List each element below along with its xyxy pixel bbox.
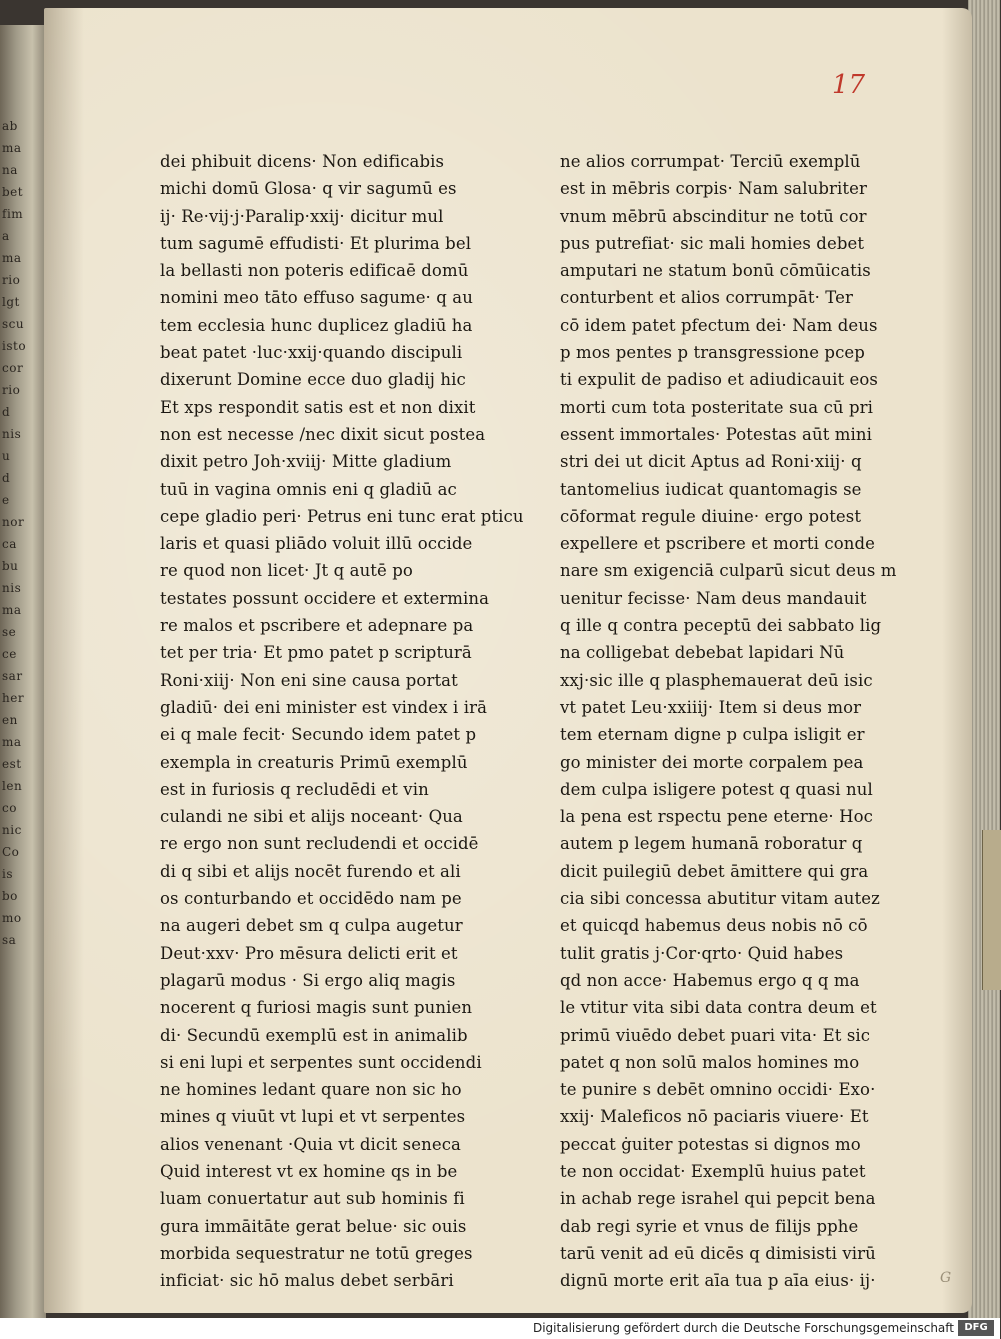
left-text-column	[160, 148, 524, 1294]
footer-bar	[0, 1318, 1000, 1339]
dfg-logo: DFG	[958, 1320, 994, 1336]
text-line: ij· Re·vij·j·Paralip·xxij· dicitur mul	[160, 206, 444, 226]
text-line: morti cum tota posteritate sua cū pri	[560, 397, 874, 417]
text-line: est in furiosis q recludēdi et vin	[160, 779, 429, 799]
text-line: re quod non licet· Jt q autē po	[160, 561, 413, 581]
text-line: re ergo non sunt recludendi et occidē	[160, 834, 479, 854]
text-line: michi domū Glosa· q vir sagumū es	[160, 179, 457, 199]
text-line: Quid interest vt ex homine qs in be	[160, 1161, 458, 1181]
text-line: dei phibuit dicens· Non edificabis	[160, 152, 445, 171]
text-line: dignū morte erit aīa tua p aīa eius· ij·	[560, 1271, 876, 1291]
text-line: la bellasti non poteris edificaē domū	[160, 261, 469, 281]
text-line: ei q male fecit· Secundo idem patet p	[160, 725, 477, 745]
text-line: tuū in vagina omnis eni q gladiū ac	[160, 479, 457, 499]
text-line: beat patet ·luc·xxij·quando discipuli	[160, 343, 463, 363]
text-line: vnum mēbrū abscinditur ne totū cor	[560, 206, 867, 226]
text-line: le vtitur vita sibi data contra deum et	[560, 998, 877, 1018]
paper-bookmark	[982, 830, 1001, 990]
text-line: amputari ne statum bonū cōmūicatis	[560, 261, 871, 281]
text-line: cōformat regule diuine· ergo potest	[560, 506, 862, 526]
text-line: te non occidat· Exemplū huius patet	[560, 1161, 866, 1181]
text-line: tarū venit ad eū dicēs q dimisisti virū	[560, 1243, 876, 1263]
text-line: di q sibi et alijs nocēt furendo et ali	[160, 861, 461, 881]
left-page-fragment-text: ab ma na bet fim a ma rio lgt scu isto cor rio d nis u d e nor ca bu nis ma se ce sar her en ma est len co nic Co is bo mo sa	[2, 119, 27, 947]
text-line: re malos et pscribere et adepnare pa	[160, 616, 474, 636]
text-line: Deut·xxv· Pro mēsura delicti erit et	[160, 943, 458, 963]
text-line: tantomelius iudicat quantomagis se	[560, 479, 862, 499]
text-line: tem ecclesia hunc duplicez gladiū ha	[160, 315, 473, 335]
text-line: ne homines ledant quare non sic ho	[160, 1080, 462, 1100]
text-line: tem eternam digne p culpa isligit er	[560, 725, 865, 745]
text-line: alios venenant ·Quia vt dicit seneca	[160, 1134, 461, 1154]
text-line: te punire s debēt omnino occidi· Exo·	[560, 1080, 876, 1100]
text-line: Roni·xiij· Non eni sine causa portat	[160, 670, 458, 690]
text-line: luam conuertatur aut sub hominis fi	[160, 1189, 465, 1209]
text-line: nocerent q furiosi magis sunt punien	[160, 998, 473, 1018]
text-line: na augeri debet sm q culpa augetur	[160, 916, 463, 936]
text-line: nare sm exigenciā culparū sicut deus m	[560, 561, 897, 581]
text-line: xxij· Maleficos nō paciaris viuere· Et	[560, 1107, 869, 1127]
text-line: conturbent et alios corrumpāt· Ter	[560, 288, 853, 308]
text-line: ne alios corrumpat· Terciū exemplū	[560, 152, 861, 171]
text-line: vt patet Leu·xxiiij· Item si deus mor	[560, 697, 862, 717]
text-line: ti expulit de padiso et adiudicauit eos	[560, 370, 879, 390]
corner-pencil-mark: G	[940, 1270, 952, 1286]
text-line: plagarū modus · Si ergo aliq magis	[160, 970, 456, 990]
text-line: Et xps respondit satis est et non dixit	[160, 397, 476, 417]
text-line: primū viuēdo debet puari vita· Et sic	[560, 1025, 871, 1045]
right-text-column	[560, 148, 897, 1294]
text-line: est in mēbris corpis· Nam salubriter	[560, 179, 867, 199]
folio-number: 17	[832, 70, 866, 100]
text-line: nomini meo tāto effuso sagume· q au	[160, 288, 473, 308]
text-line: cia sibi concessa abutitur vitam autez	[560, 889, 880, 909]
text-line: tulit gratis j·Cor·qrto· Quid habes	[560, 943, 844, 963]
footer-credit: Digitalisierung gefördert durch die Deutsche Forschungsgemeinschaft	[532, 1321, 954, 1335]
text-line: testates possunt occidere et extermina	[160, 588, 490, 608]
text-line: p mos pentes p transgressione pcep	[560, 343, 865, 363]
text-line: laris et quasi pliādo voluit illū occide	[160, 534, 473, 554]
text-line: exempla in creaturis Primū exemplū	[160, 752, 468, 772]
text-line: cō idem patet pfectum dei· Nam deus	[560, 315, 878, 335]
text-line: dixit petro Joh·xviij· Mitte gladium	[160, 452, 452, 472]
text-line: os conturbando et occidēdo nam pe	[160, 889, 462, 909]
text-line: uenitur fecisse· Nam deus mandauit	[560, 588, 867, 608]
text-line: expellere et pscribere et morti conde	[560, 534, 876, 554]
text-line: la pena est rspectu pene eterne· Hoc	[560, 807, 873, 827]
text-line: patet q non solū malos homines mo	[560, 1052, 860, 1072]
text-line: inficiat· sic hō malus debet serbāri	[160, 1271, 454, 1291]
text-line: dab regi syrie et vnus de filijs pphe	[560, 1216, 859, 1236]
text-line: si eni lupi et serpentes sunt occidendi	[160, 1052, 482, 1072]
text-line: mines q viuūt vt lupi et vt serpentes	[160, 1107, 466, 1127]
text-line: go minister dei morte corpalem pea	[560, 752, 864, 772]
text-line: gura immāitāte gerat belue· sic ouis	[160, 1216, 467, 1236]
text-line: dixerunt Domine ecce duo gladij hic	[160, 370, 466, 390]
text-line: in achab rege israhel qui pepcit bena	[560, 1189, 876, 1209]
right-page-stack	[968, 0, 1000, 1320]
text-line: culandi ne sibi et alijs noceant· Qua	[160, 807, 463, 827]
text-line: stri dei ut dicit Aptus ad Roni·xiij· q	[560, 452, 862, 472]
text-line: di· Secundū exemplū est in animalib	[160, 1025, 468, 1045]
text-line: dicit puilegiū debet āmittere qui gra	[560, 861, 869, 881]
left-page-edge	[0, 25, 46, 1325]
text-line: dem culpa isligere potest q quasi nul	[560, 779, 873, 799]
text-line: tet per tria· Et pmo patet p scripturā	[160, 643, 472, 663]
text-line: et quicqd habemus deus nobis nō cō	[560, 916, 868, 936]
text-line: gladiū· dei eni minister est vindex i irā	[160, 697, 488, 717]
text-line: autem p legem humanā roboratur q	[560, 834, 863, 854]
text-line: xxj·sic ille q plasphemauerat deū isic	[560, 670, 873, 690]
text-line: peccat ġuiter potestas si dignos mo	[560, 1134, 861, 1154]
text-line: morbida sequestratur ne totū greges	[160, 1243, 473, 1263]
text-line: qd non acce· Habemus ergo q q ma	[560, 970, 860, 990]
text-line: pus putrefiat· sic mali homies debet	[560, 233, 865, 253]
text-line: non est necesse /nec dixit sicut postea	[160, 424, 486, 444]
text-line: na colligebat debebat lapidari Nū	[560, 643, 845, 663]
text-line: q ille q contra peceptū dei sabbato lig	[560, 616, 882, 636]
text-line: tum sagumē effudisti· Et plurima bel	[160, 233, 472, 253]
text-line: cepe gladio peri· Petrus eni tunc erat pticu	[160, 506, 524, 526]
text-line: essent immortales· Potestas aūt mini	[560, 424, 872, 444]
